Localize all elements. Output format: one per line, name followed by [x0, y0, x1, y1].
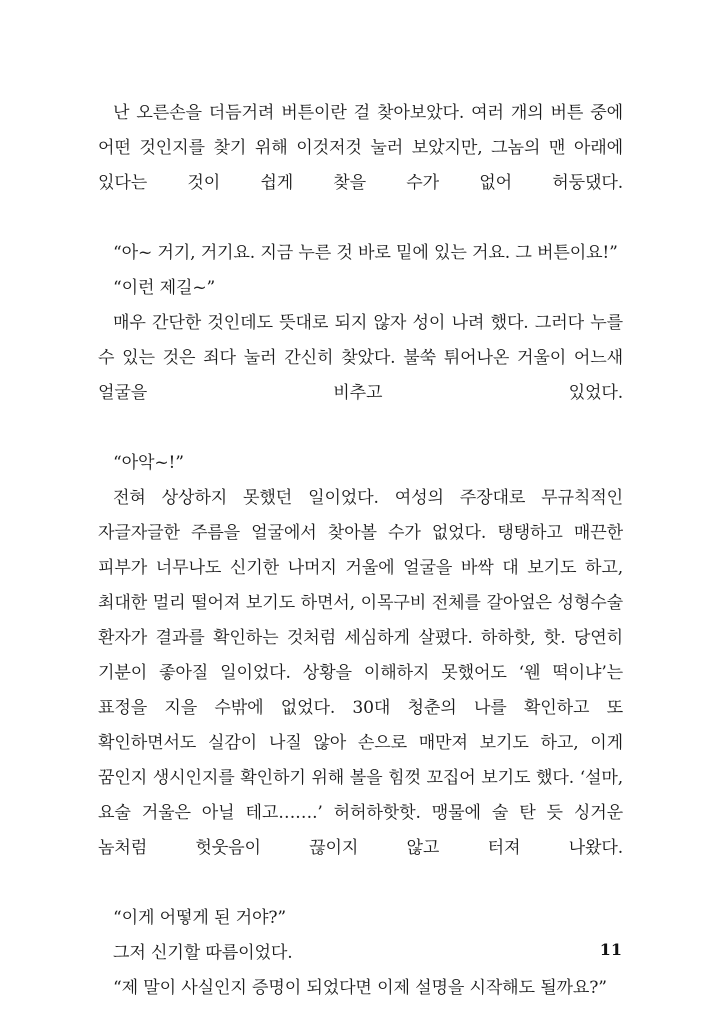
paragraph: 난 오른손을 더듬거려 버튼이란 걸 찾아보았다. 여러 개의 버튼 중에 어떤 것인지를 찾기 위해 이것저것 눌러 보았지만, 그놈의 맨 아래에 있다는 것이 쉽게 찾을 수가 없어 허둥댔다. [98, 103, 623, 193]
paragraph: “이게 어떻게 된 거야?” [113, 908, 286, 928]
paragraph: “아~ 거기, 거기요. 지금 누른 것 바로 밑에 있는 거요. 그 버튼이요!” [113, 243, 618, 263]
paragraph: 전혀 상상하지 못했던 일이었다. 여성의 주장대로 무규칙적인 자글자글한 주름을 얼굴에서 찾아볼 수가 없었다. 탱탱하고 매끈한 피부가 너무나도 신기한 나머지 거울에 얼굴을 바싹 대 보기도 하고, 최대한 멀리 떨어져 보기도 하면서, 이목구비 전체를 갈아엎은 성형수술 환자가 결과를 확인하는 것처럼 세심하게 살폈다. 하하핫, 핫. 당연히 기분이 좋아질 일이었다. 상황을 이해하지 못했어도 ‘웬 떡이냐’는 표정을 지을 수밖에 없었다. 30대 청춘의 나를 확인하고 또 확인하면서도 실감이 나질 않아 손으로 매만져 보기도 하고, 이게 꿈인지 생시인지를 확인하기 위해 볼을 힘껏 꼬집어 보기도 했다. ‘설마, 요술 거울은 아닐 테고…….’ 허허하핫핫. 맹물에 술 탄 듯 싱거운 놈처럼 헛웃음이 끊이지 않고 터져 나왔다. [98, 488, 623, 858]
paragraph: “제 말이 사실인지 증명이 되었다면 이제 설명을 시작해도 될까요?” [113, 978, 607, 998]
paragraph: 그저 신기할 따름이었다. [113, 943, 293, 963]
paragraph: “이런 제길~” [113, 278, 216, 298]
paragraph: “아악~!” [113, 453, 184, 473]
page-number: 11 [599, 940, 622, 959]
paragraph: 매우 간단한 것인데도 뜻대로 되지 않자 성이 나려 했다. 그러다 누를 수 있는 것은 죄다 눌러 간신히 찾았다. 불쑥 튀어나온 거울이 어느새 얼굴을 비추고 있었다. [98, 313, 623, 403]
page-text-block [98, 96, 623, 1006]
